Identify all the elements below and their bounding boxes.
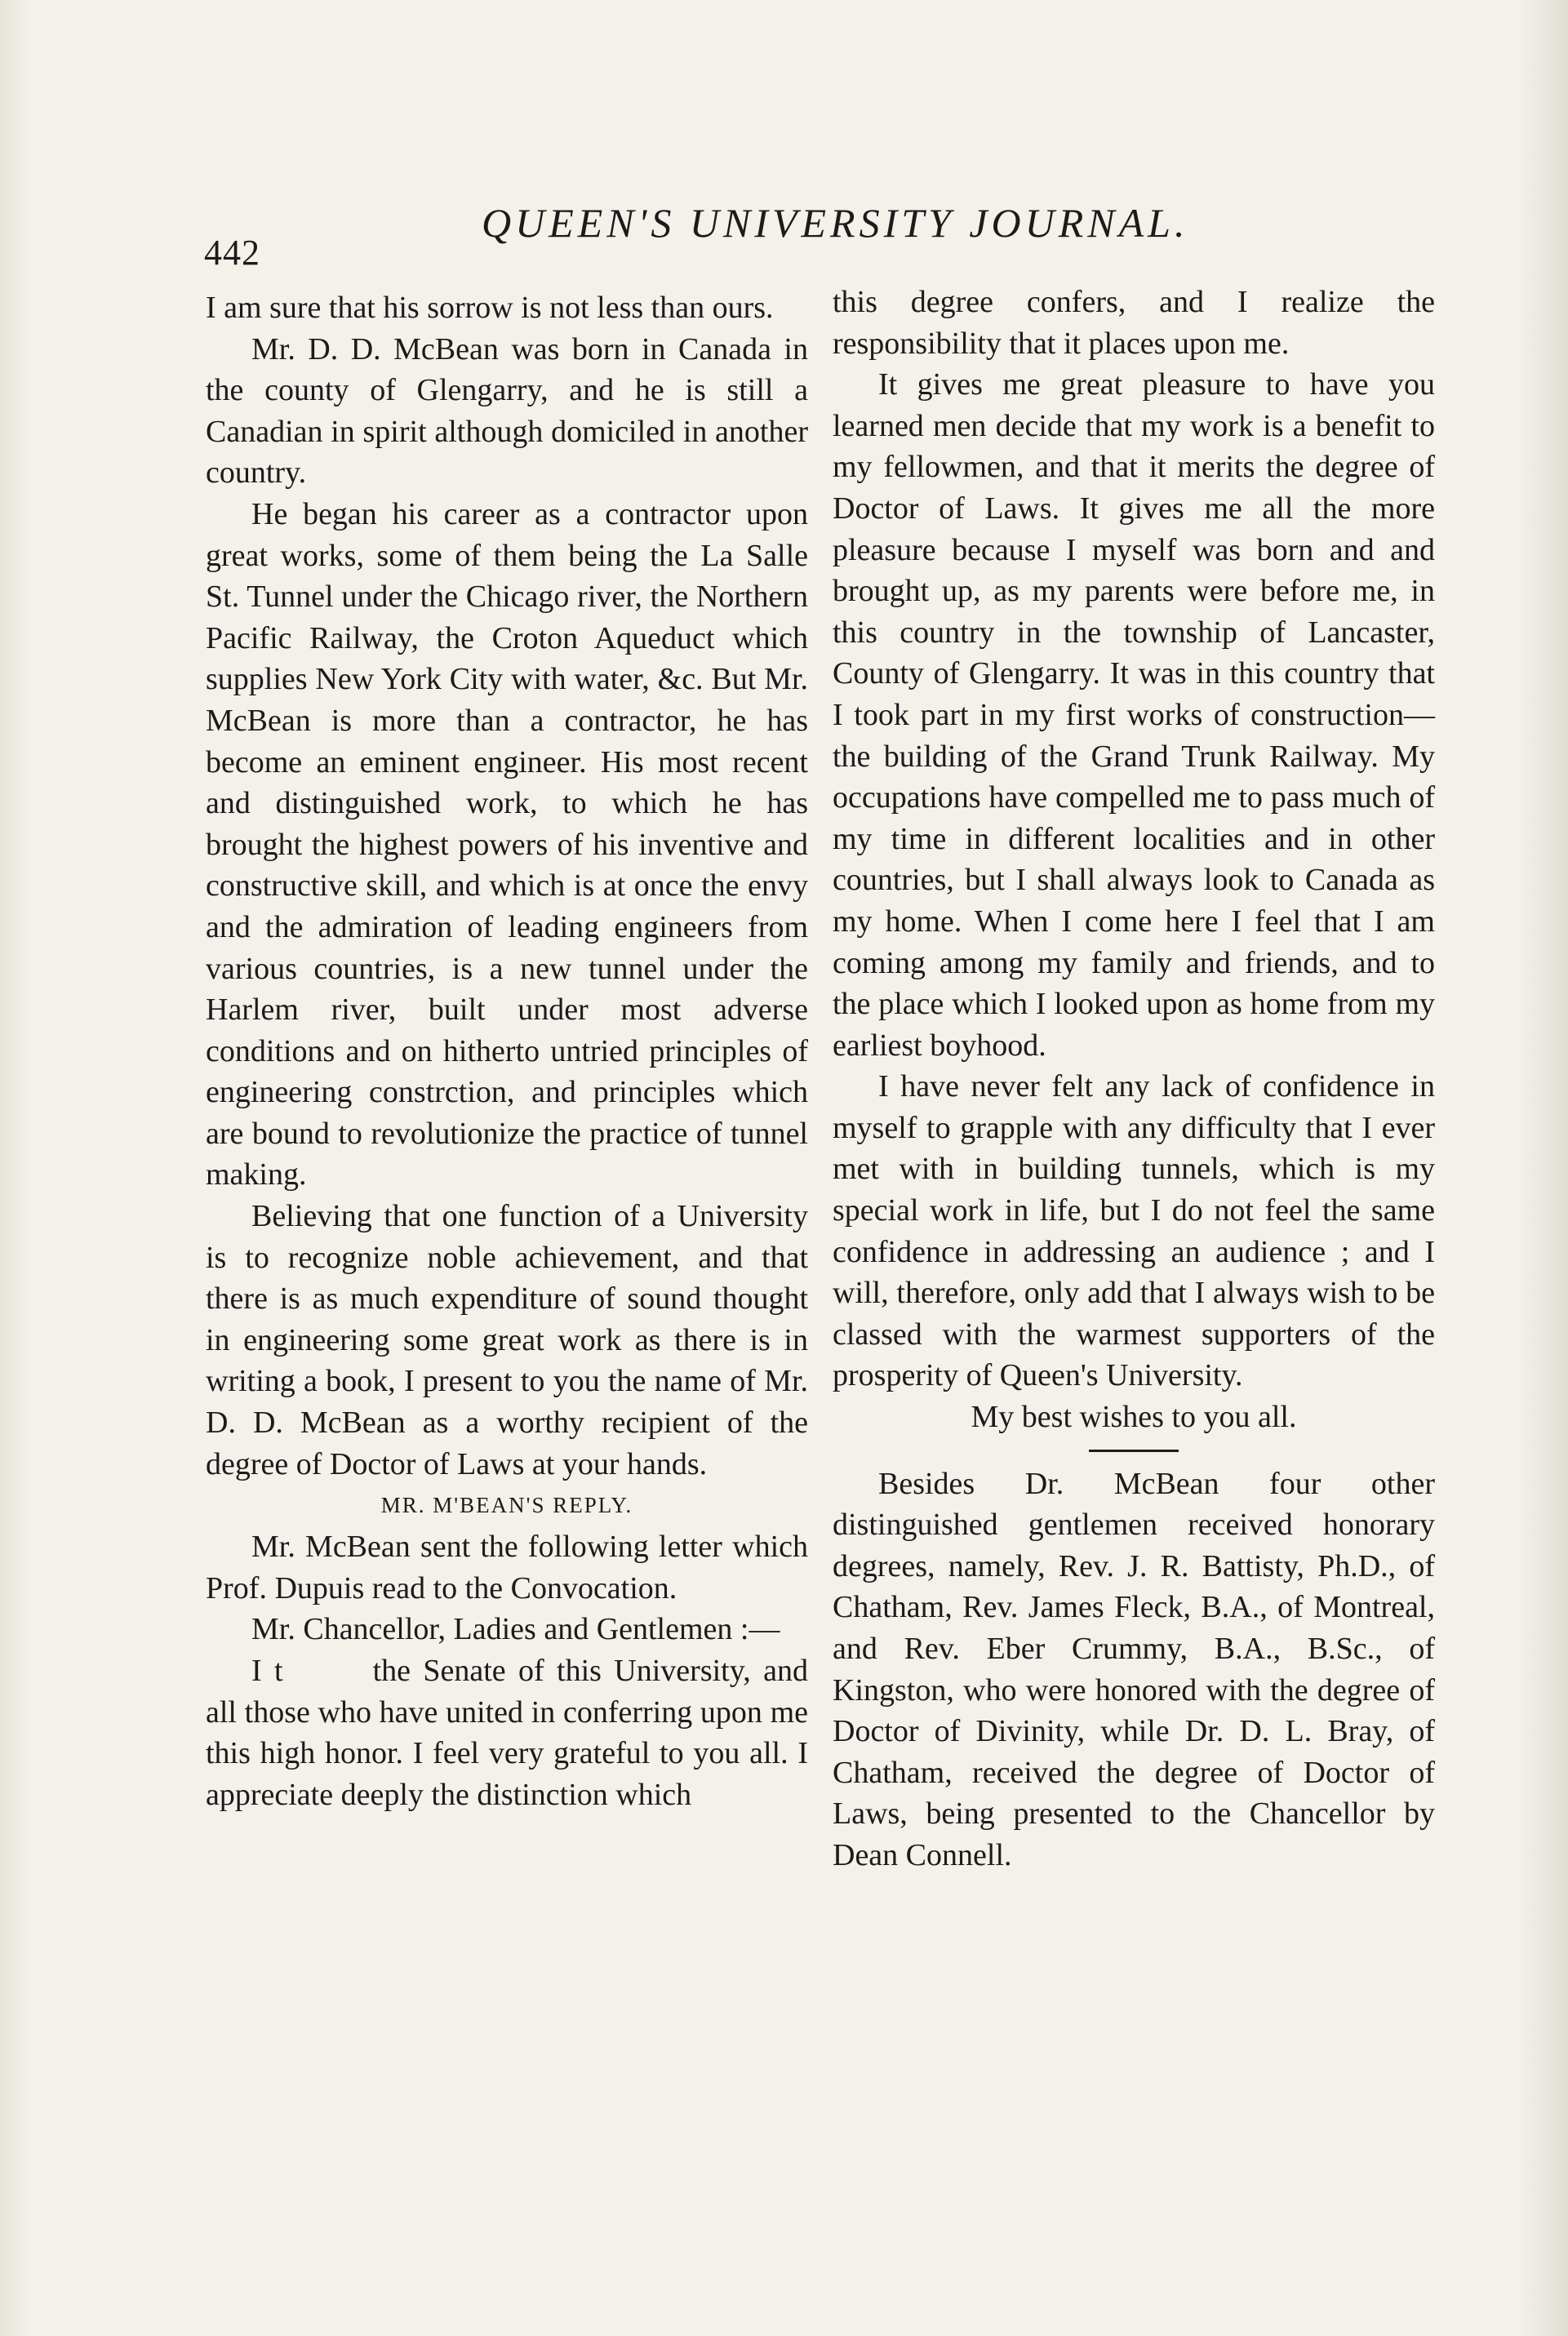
paragraph: Mr. McBean sent the following letter which Prof. Dupuis read to the Convocation. [206, 1530, 808, 1605]
page-edge-right [1519, 0, 1568, 2336]
paragraph: It gives me great pleasure to have you learned men decide that my work is a benefit to my fellowmen, and that it merits the degree of Doctor of Laws. It gives me all the more pleasure because I myself was born and and brought up, as my parents were before me, in this country in the township of Lancaster, County of Glengarry. It was in this country that I took part in my first works of construction—the building of the Grand Trunk Railway. My occupations have compelled me to pass much of my time in different localities and in other countries, but I shall always look to Canada as my home. When I come here I feel that I am coming among my family and friends, and to the place which I looked upon as home from my earliest boyhood. [833, 367, 1435, 1063]
paragraph [206, 1650, 808, 1815]
right-column [833, 282, 1435, 1876]
journal-title: QUEEN'S UNIVERSITY JOURNAL. [482, 200, 1189, 246]
paragraph: this degree confers, and I realize the responsibility that it places upon me. [833, 285, 1435, 361]
left-column [206, 287, 808, 1815]
paragraph: I am sure that his sorrow is not less than ours. [206, 291, 774, 325]
paragraph: Mr. D. D. McBean was born in Canada in the county of Glengarry, and he is still a Canadian in spirit although domiciled in another country. [206, 331, 808, 491]
paragraph-rest: the Senate of this University, and all those who have united in conferring upon me this high honor. I feel very grateful to you all. I appreciate deeply the distinction which [206, 1654, 808, 1812]
section-subhead: MR. M'BEAN'S REPLY. [380, 1493, 633, 1518]
paragraph: He began his career as a contractor upon great works, some of them being the La Salle St. Tunnel under the Chicago river, the Northern Pacific Railway, the Croton Aqueduct which supplies New York City with water, &c. But Mr. McBean is more than a contractor, he has become an eminent engineer. His most recent and distinguished work, to which he has brought the highest powers of his inventive and constructive skill, and which is at once the envy and the admiration of leading engineers from various countries, is a new tunnel under the Harlem river, built under most adverse conditions and on hitherto untried principles of engineering constrction, and principles which are bound to revolutionize the practice of tunnel making. [206, 496, 808, 1192]
paragraph-start: I t [251, 1654, 283, 1688]
page-edge-left [0, 0, 33, 2336]
page-number: 442 [204, 233, 260, 273]
page-header [204, 189, 1412, 273]
paragraph: I have never felt any lack of confidence in myself to grapple with any difficulty that I ever met with in building tunnels, which is my special work in life, but I do not feel the same confidence in addressing an audience ; and I will, therefore, only add that I always wish to be classed with the warmest supporters of the prosperity of Queen's University. [833, 1069, 1435, 1393]
salutation: Mr. Chancellor, Ladies and Gentlemen :— [251, 1612, 780, 1647]
closing-line: My best wishes to you all. [971, 1400, 1297, 1435]
paragraph: Believing that one function of a University is to recognize noble achievement, and that there is as much expenditure of sound thought in engineering some great work as there is in writing a book, I present to you the name of Mr. D. D. McBean as a worthy recipient of the degree of Doctor of Laws at your hands. [206, 1199, 808, 1481]
paragraph: Besides Dr. McBean four other distinguished gentlemen received honorary degrees, namely, Rev. J. R. Battisty, Ph.D., of Chatham, Rev. James Fleck, B.A., of Montreal, and Rev. Eber Crummy, B.A., B.Sc., of Kingston, who were honored with the degree of Doctor of Divinity, while Dr. D. L. Bray, of Chatham, received the degree of Doctor of Laws, being presented to the Chancellor by Dean Connell. [833, 1466, 1435, 1872]
section-divider [1089, 1450, 1179, 1452]
